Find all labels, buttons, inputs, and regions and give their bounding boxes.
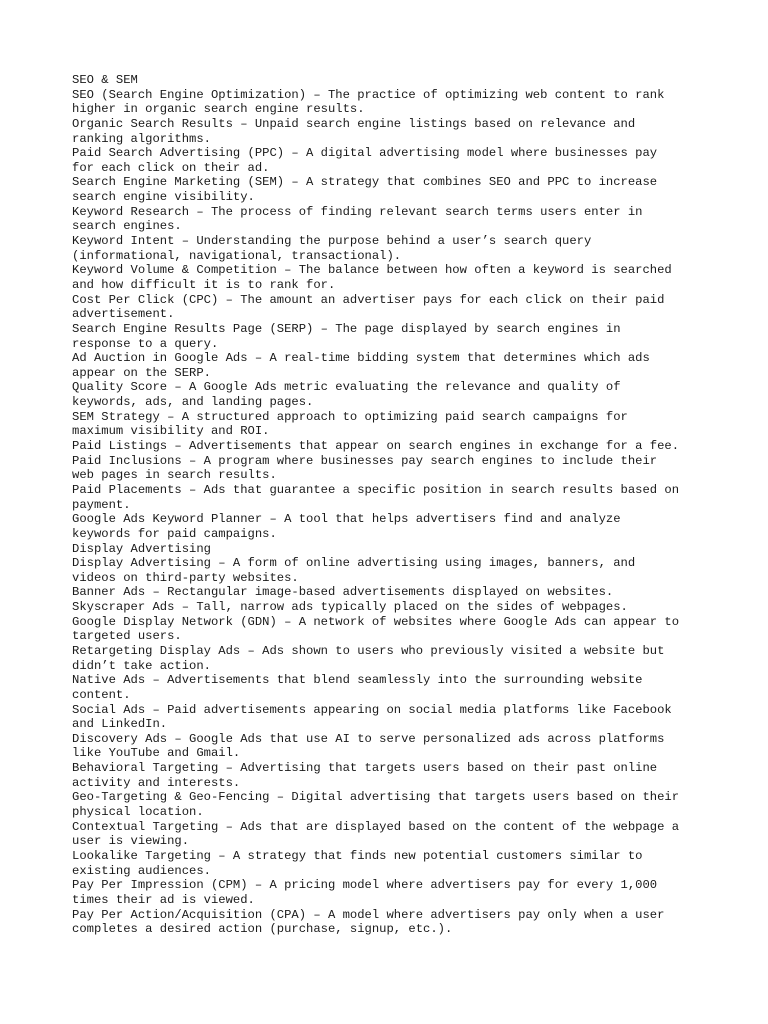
text-line: Discovery Ads – Google Ads that use AI to serve personalized ads across platforms [72, 731, 665, 746]
text-line: Geo-Targeting & Geo-Fencing – Digital advertising that targets users based on their [72, 790, 680, 805]
text-line: Keyword Volume & Competition – The balance between how often a keyword is searched [72, 263, 672, 278]
document-text-body [72, 73, 702, 937]
text-line: Lookalike Targeting – A strategy that finds new potential customers similar to [72, 848, 643, 863]
text-line: ranking algorithms. [72, 131, 211, 146]
text-line: Paid Placements – Ads that guarantee a specific position in search results based on [72, 482, 680, 497]
text-line: response to a query. [72, 336, 219, 351]
text-line: and LinkedIn. [72, 717, 168, 732]
text-line: user is viewing. [72, 834, 190, 849]
text-line: existing audiences. [72, 863, 211, 878]
text-line: search engine visibility. [72, 190, 255, 205]
text-line: Cost Per Click (CPC) – The amount an advertiser pays for each click on their paid [72, 292, 665, 307]
text-line: Behavioral Targeting – Advertising that targets users based on their past online [72, 761, 658, 776]
text-line: Social Ads – Paid advertisements appearing on social media platforms like Facebook [72, 702, 672, 717]
text-line: web pages in search results. [72, 468, 277, 483]
text-line: Google Ads Keyword Planner – A tool that helps advertisers find and analyze [72, 512, 621, 527]
text-line: and how difficult it is to rank for. [72, 277, 336, 292]
text-line: SEO (Search Engine Optimization) – The practice of optimizing web content to rank [72, 87, 665, 102]
text-line: SEM Strategy – A structured approach to optimizing paid search campaigns for [72, 409, 628, 424]
text-line: search engines. [72, 219, 182, 234]
text-line: content. [72, 687, 131, 702]
text-line: Keyword Research – The process of finding relevant search terms users enter in [72, 204, 643, 219]
text-line: keywords, ads, and landing pages. [72, 395, 314, 410]
text-line: didn’t take action. [72, 658, 211, 673]
text-line: like YouTube and Gmail. [72, 746, 241, 761]
text-line: Paid Listings – Advertisements that appear on search engines in exchange for a fee. [72, 439, 680, 454]
text-line: Pay Per Action/Acquisition (CPA) – A model where advertisers pay only when a user [72, 907, 665, 922]
text-line: advertisement. [72, 307, 175, 322]
text-line: Keyword Intent – Understanding the purpose behind a user’s search query [72, 234, 592, 249]
text-line: Display Advertising – A form of online advertising using images, banners, and [72, 556, 636, 571]
text-line: SEO & SEM [72, 73, 138, 87]
text-line: targeted users. [72, 629, 182, 644]
text-line: activity and interests. [72, 775, 241, 790]
text-line: Native Ads – Advertisements that blend seamlessly into the surrounding website [72, 673, 643, 688]
text-line: Google Display Network (GDN) – A network of websites where Google Ads can appear to [72, 614, 680, 629]
text-line: higher in organic search engine results. [72, 102, 365, 117]
text-line: videos on third-party websites. [72, 570, 299, 585]
text-line: keywords for paid campaigns. [72, 526, 277, 541]
text-line: physical location. [72, 805, 204, 820]
text-line: Display Advertising [72, 541, 211, 556]
text-line: Ad Auction in Google Ads – A real-time bidding system that determines which ads [72, 351, 650, 366]
text-line: maximum visibility and ROI. [72, 424, 270, 439]
text-line: Retargeting Display Ads – Ads shown to users who previously visited a website but [72, 643, 665, 658]
text-line: for each click on their ad. [72, 160, 270, 175]
text-line: Search Engine Marketing (SEM) – A strategy that combines SEO and PPC to increase [72, 175, 658, 190]
text-line: Pay Per Impression (CPM) – A pricing model where advertisers pay for every 1,000 [72, 878, 658, 893]
text-line: times their ad is viewed. [72, 892, 255, 907]
text-line: (informational, navigational, transactional). [72, 248, 402, 263]
text-line: completes a desired action (purchase, signup, etc.). [72, 922, 453, 937]
text-line: Banner Ads – Rectangular image-based advertisements displayed on websites. [72, 585, 614, 600]
text-line: Skyscraper Ads – Tall, narrow ads typically placed on the sides of webpages. [72, 600, 628, 615]
text-line: payment. [72, 497, 131, 512]
text-line: Paid Inclusions – A program where businesses pay search engines to include their [72, 453, 658, 468]
text-line: Search Engine Results Page (SERP) – The page displayed by search engines in [72, 321, 621, 336]
text-line: Organic Search Results – Unpaid search engine listings based on relevance and [72, 116, 636, 131]
text-line: Quality Score – A Google Ads metric evaluating the relevance and quality of [72, 380, 621, 395]
text-line: Paid Search Advertising (PPC) – A digital advertising model where businesses pay [72, 146, 658, 161]
text-line: appear on the SERP. [72, 365, 211, 380]
text-line: Contextual Targeting – Ads that are displayed based on the content of the webpage a [72, 819, 680, 834]
